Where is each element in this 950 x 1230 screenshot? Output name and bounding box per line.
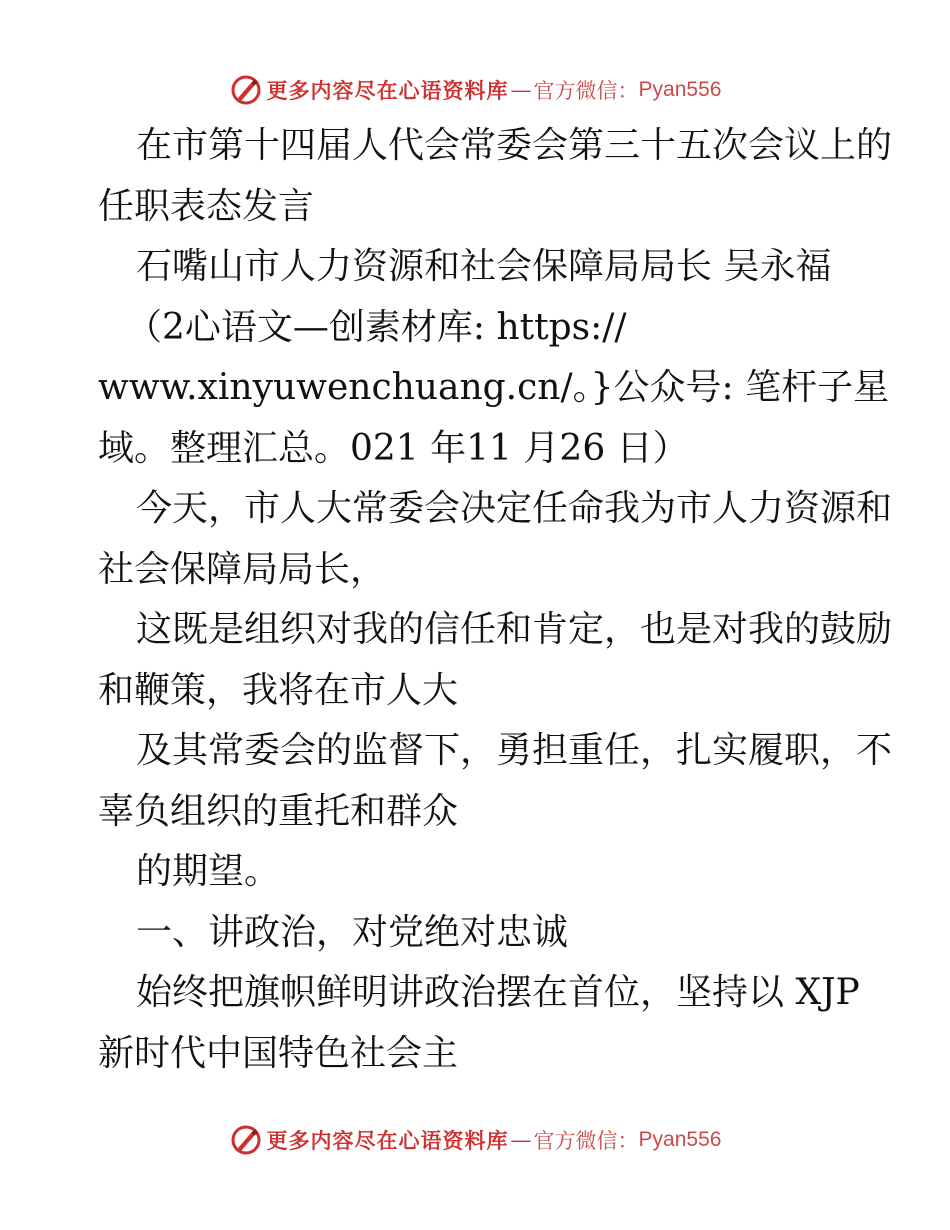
document-body bbox=[98, 116, 893, 1084]
watermark-wechat-id: Pyan556 bbox=[638, 1128, 722, 1151]
paragraph-line: 今天，市人大常委会决定任命我为市人力资源和 bbox=[136, 488, 893, 529]
watermark-main-text: 更多内容尽在心语资料库 bbox=[266, 1128, 509, 1153]
paragraph-line: 新时代中国特色社会主 bbox=[98, 1032, 459, 1074]
paragraph-line: 这既是组织对我的信任和肯定，也是对我的鼓励 bbox=[136, 609, 893, 650]
title-line-2: 任职表态发言 bbox=[98, 185, 315, 227]
watermark-wechat-label: 官方微信： bbox=[533, 1129, 639, 1153]
footer-watermark bbox=[0, 1120, 950, 1160]
watermark-main-text: 更多内容尽在心语资料库 bbox=[266, 78, 509, 103]
paragraph-line: 和鞭策，我将在市人大 bbox=[98, 669, 459, 711]
watermark-wechat-label: 官方微信： bbox=[533, 79, 639, 103]
source-line-1: （2心语文—创素材库: https:// bbox=[126, 306, 627, 348]
section-heading: 一、讲政治，对党绝对忠诚 bbox=[136, 911, 569, 953]
title-line-1: 在市第十四届人代会常委会第三十五次会议上的 bbox=[136, 125, 893, 166]
paragraph-line: 社会保障局局长， bbox=[98, 548, 387, 590]
paragraph-line: 辜负组织的重托和群众 bbox=[98, 790, 459, 832]
pen-logo-icon bbox=[229, 73, 263, 107]
watermark-wechat-id: Pyan556 bbox=[638, 78, 722, 101]
pen-logo-icon bbox=[229, 1123, 263, 1157]
header-watermark bbox=[0, 70, 950, 110]
paragraph-line: 及其常委会的监督下，勇担重任，扎实履职，不 bbox=[136, 730, 893, 771]
author-line: 石嘴山市人力资源和社会保障局局长 吴永福 bbox=[136, 246, 832, 287]
source-line-2: www.xinyuwenchuang.cn/。}公众号: 笔杆子星 bbox=[98, 367, 890, 408]
watermark-dash: — bbox=[510, 1128, 532, 1152]
source-line-3: 域。整理汇总。021 年11 月26 日） bbox=[98, 427, 689, 469]
watermark-dash: — bbox=[510, 78, 532, 102]
paragraph-line: 始终把旗帜鲜明讲政治摆在首位，坚持以 XJP bbox=[136, 972, 860, 1013]
paragraph-line: 的期望。 bbox=[136, 851, 281, 892]
